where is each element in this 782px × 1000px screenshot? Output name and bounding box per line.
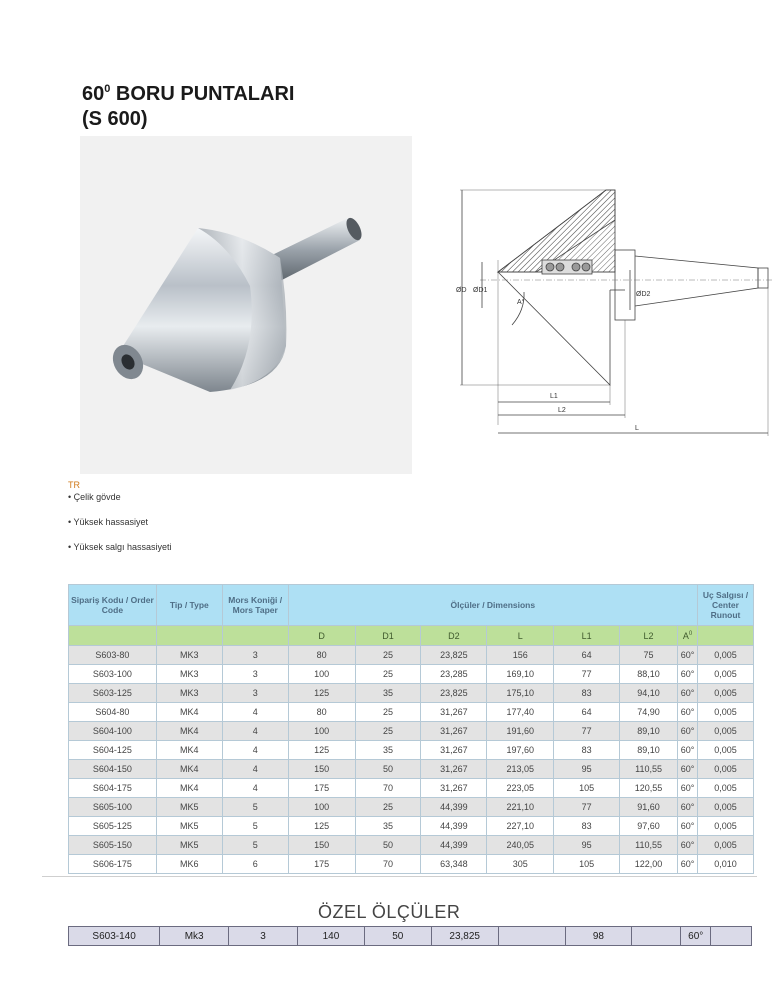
table-row — [69, 779, 754, 798]
cell-D: 125 — [288, 684, 355, 703]
title-prefix: 60 — [82, 83, 105, 105]
cell-D1: 25 — [355, 646, 421, 665]
cell-L2: 89,10 — [620, 741, 678, 760]
cell-D2: 44,399 — [421, 798, 487, 817]
cell-taper: 3 — [222, 646, 288, 665]
cell-order-code: S604-150 — [69, 760, 157, 779]
cell-L2: 89,10 — [620, 722, 678, 741]
divider — [42, 876, 757, 877]
feature-item: • Yüksek salgı hassasiyeti — [68, 542, 172, 552]
cell-type: Mk3 — [160, 927, 229, 946]
product-photo — [80, 136, 412, 474]
cell-type: MK5 — [156, 798, 222, 817]
cell-order-code: S604-175 — [69, 779, 157, 798]
cell-order-code: S606-175 — [69, 855, 157, 874]
table-row — [69, 927, 752, 946]
subheader-D2: D2 — [421, 626, 487, 646]
cell-D: 80 — [288, 646, 355, 665]
cell-A: 60° — [678, 703, 698, 722]
cell-D1: 25 — [355, 722, 421, 741]
cell-A: 60° — [678, 684, 698, 703]
cell-A: 60° — [678, 741, 698, 760]
cell-L1: 105 — [554, 855, 620, 874]
cell-L1: 77 — [554, 798, 620, 817]
cell-L2: 120,55 — [620, 779, 678, 798]
cell-D2: 23,825 — [421, 684, 487, 703]
cell-runout: 0,005 — [698, 798, 754, 817]
cell-D1: 35 — [355, 741, 421, 760]
cell-L1: 83 — [554, 817, 620, 836]
cell-L: 213,05 — [487, 760, 554, 779]
cell-type: MK3 — [156, 646, 222, 665]
label-L1: L1 — [550, 393, 558, 400]
cell-taper: 3 — [222, 684, 288, 703]
label-D2: ØD2 — [636, 291, 651, 298]
cell-D2: 63,348 — [421, 855, 487, 874]
table-row — [69, 855, 754, 874]
cell-L: 175,10 — [487, 684, 554, 703]
cell-type: MK3 — [156, 665, 222, 684]
specification-table — [68, 584, 754, 874]
cell-type: MK4 — [156, 779, 222, 798]
degree-superscript: 0 — [104, 83, 111, 95]
cell-D: 125 — [288, 817, 355, 836]
subheader-L1: L1 — [554, 626, 620, 646]
cell-A: 60° — [681, 927, 711, 946]
table-row — [69, 703, 754, 722]
cell-D: 80 — [288, 703, 355, 722]
cell-type: MK4 — [156, 722, 222, 741]
special-dimensions-table — [68, 926, 752, 946]
cell-order-code: S605-100 — [69, 798, 157, 817]
cell-D1: 50 — [355, 836, 421, 855]
header-runout: Uç Salgısı / Center Runout — [698, 585, 754, 626]
cell-D: 175 — [288, 855, 355, 874]
cell-runout: 0,005 — [698, 703, 754, 722]
cell-A: 60° — [678, 665, 698, 684]
cell-L: 156 — [487, 646, 554, 665]
header-type: Tip / Type — [156, 585, 222, 626]
table-subheader-row — [69, 626, 754, 646]
cell-order-code: S605-150 — [69, 836, 157, 855]
header-taper: Mors Koniği / Mors Taper — [222, 585, 288, 626]
subheader-A: $A^0$ — [678, 626, 698, 646]
special-dimensions-title: ÖZEL ÖLÇÜLER — [318, 902, 461, 922]
cell-type: MK3 — [156, 684, 222, 703]
cell-L: 169,10 — [487, 665, 554, 684]
cell-D2: 23,825 — [421, 646, 487, 665]
cell-L1: 98 — [565, 927, 632, 946]
cell-runout: 0,005 — [698, 684, 754, 703]
cell-taper: 4 — [222, 741, 288, 760]
cell-D2: 31,267 — [421, 703, 487, 722]
cell-A: 60° — [678, 817, 698, 836]
cell-runout: 0,010 — [698, 855, 754, 874]
cell-L: 305 — [487, 855, 554, 874]
cell-D1: 50 — [355, 760, 421, 779]
cell-order-code: S603-140 — [69, 927, 160, 946]
title-model: (S 600) — [82, 108, 148, 130]
cell-taper: 3 — [222, 665, 288, 684]
cell-runout: 0,005 — [698, 836, 754, 855]
feature-item: • Çelik gövde — [68, 492, 121, 502]
table-row — [69, 722, 754, 741]
cell-type: MK5 — [156, 817, 222, 836]
page-title — [82, 77, 294, 132]
cell-L1: 64 — [554, 703, 620, 722]
table-row — [69, 741, 754, 760]
cell-D1: 25 — [355, 665, 421, 684]
cell-order-code: S604-100 — [69, 722, 157, 741]
drawing-outline — [460, 190, 772, 436]
table-row — [69, 665, 754, 684]
cell-L1: 83 — [554, 684, 620, 703]
cell-order-code: S605-125 — [69, 817, 157, 836]
cell-L1: 105 — [554, 779, 620, 798]
cell-runout: 0,005 — [698, 646, 754, 665]
table-row — [69, 684, 754, 703]
cell-taper: 4 — [222, 760, 288, 779]
header-dimensions: Ölçüler / Dimensions — [288, 585, 697, 626]
table-row — [69, 760, 754, 779]
cell-runout: 0,005 — [698, 817, 754, 836]
table-row — [69, 646, 754, 665]
cell-D2: 31,267 — [421, 779, 487, 798]
cell-L1: 77 — [554, 722, 620, 741]
label-A: A° — [517, 299, 525, 306]
cell-D2: 44,399 — [421, 836, 487, 855]
cell-L2: 122,00 — [620, 855, 678, 874]
cell-order-code: S604-125 — [69, 741, 157, 760]
cell-L2: 91,60 — [620, 798, 678, 817]
cell-A: 60° — [678, 646, 698, 665]
cell-A: 60° — [678, 779, 698, 798]
cell-L1: 95 — [554, 836, 620, 855]
cell-L: 221,10 — [487, 798, 554, 817]
cell-L: 177,40 — [487, 703, 554, 722]
cell-L2: 97,60 — [620, 817, 678, 836]
cell-D: 150 — [288, 836, 355, 855]
feature-item: • Yüksek hassasiyet — [68, 517, 149, 527]
subheader-D1: D1 — [355, 626, 421, 646]
cell-taper: 5 — [222, 836, 288, 855]
cell-type: MK4 — [156, 703, 222, 722]
cell-L2: 94,10 — [620, 684, 678, 703]
cell-L2: 88,10 — [620, 665, 678, 684]
cell-L2: 74,90 — [620, 703, 678, 722]
cell-L1: 83 — [554, 741, 620, 760]
label-L: L — [635, 425, 639, 432]
cell-taper: 6 — [222, 855, 288, 874]
cell-L2 — [632, 927, 681, 946]
table-header-row — [69, 585, 754, 626]
cell-L: 223,05 — [487, 779, 554, 798]
cell-runout: 0,005 — [698, 722, 754, 741]
cell-taper: 4 — [222, 722, 288, 741]
cell-D1: 35 — [355, 684, 421, 703]
cell-runout: 0,005 — [698, 665, 754, 684]
cell-L — [498, 927, 565, 946]
cell-A: 60° — [678, 760, 698, 779]
cell-A: 60° — [678, 722, 698, 741]
cell-taper: 4 — [222, 703, 288, 722]
label-D: ØD — [456, 287, 467, 294]
cell-D2: 23,285 — [421, 665, 487, 684]
table-row — [69, 836, 754, 855]
header-order-code: Sipariş Kodu / Order Code — [69, 585, 157, 626]
cell-D1: 70 — [355, 855, 421, 874]
cell-D2: 23,825 — [431, 927, 498, 946]
cell-D: 175 — [288, 779, 355, 798]
cell-taper: 3 — [229, 927, 298, 946]
cell-D: 140 — [298, 927, 365, 946]
technical-drawing — [440, 180, 775, 442]
cell-order-code: S603-100 — [69, 665, 157, 684]
subheader-D: D — [288, 626, 355, 646]
cell-A: 60° — [678, 855, 698, 874]
cell-D1: 25 — [355, 798, 421, 817]
cell-runout: 0,005 — [698, 779, 754, 798]
cell-taper: 5 — [222, 798, 288, 817]
cell-D: 150 — [288, 760, 355, 779]
cell-L: 227,10 — [487, 817, 554, 836]
cell-runout: 0,005 — [698, 741, 754, 760]
cell-L1: 64 — [554, 646, 620, 665]
cell-D: 125 — [288, 741, 355, 760]
cell-L1: 95 — [554, 760, 620, 779]
language-tag: TR — [68, 480, 80, 490]
table-row — [69, 817, 754, 836]
cell-taper: 5 — [222, 817, 288, 836]
cell-A: 60° — [678, 798, 698, 817]
cell-L: 197,60 — [487, 741, 554, 760]
cell-D: 100 — [288, 722, 355, 741]
cell-D2: 31,267 — [421, 741, 487, 760]
cell-L: 240,05 — [487, 836, 554, 855]
cell-D: 100 — [288, 665, 355, 684]
label-L2: L2 — [558, 407, 566, 414]
cell-order-code: S604-80 — [69, 703, 157, 722]
cell-order-code: S603-80 — [69, 646, 157, 665]
cell-type: MK4 — [156, 760, 222, 779]
subheader-L2: L2 — [620, 626, 678, 646]
cell-L2: 110,55 — [620, 760, 678, 779]
label-D1: ØD1 — [473, 287, 488, 294]
cell-L1: 77 — [554, 665, 620, 684]
cell-runout — [711, 927, 752, 946]
cell-type: MK6 — [156, 855, 222, 874]
cell-A: 60° — [678, 836, 698, 855]
cell-taper: 4 — [222, 779, 288, 798]
cell-D1: 50 — [364, 927, 431, 946]
cell-type: MK5 — [156, 836, 222, 855]
cell-D2: 44,399 — [421, 817, 487, 836]
cell-D2: 31,267 — [421, 722, 487, 741]
cell-type: MK4 — [156, 741, 222, 760]
cell-order-code: S603-125 — [69, 684, 157, 703]
cell-D1: 35 — [355, 817, 421, 836]
subheader-L: L — [487, 626, 554, 646]
cell-L: 191,60 — [487, 722, 554, 741]
cone-shape — [107, 228, 287, 392]
cell-D: 100 — [288, 798, 355, 817]
cell-D1: 70 — [355, 779, 421, 798]
cell-L2: 110,55 — [620, 836, 678, 855]
cell-runout: 0,005 — [698, 760, 754, 779]
title-text: BORU PUNTALARI — [110, 83, 295, 105]
cell-D1: 25 — [355, 703, 421, 722]
table-row — [69, 798, 754, 817]
cell-L2: 75 — [620, 646, 678, 665]
cell-D2: 31,267 — [421, 760, 487, 779]
